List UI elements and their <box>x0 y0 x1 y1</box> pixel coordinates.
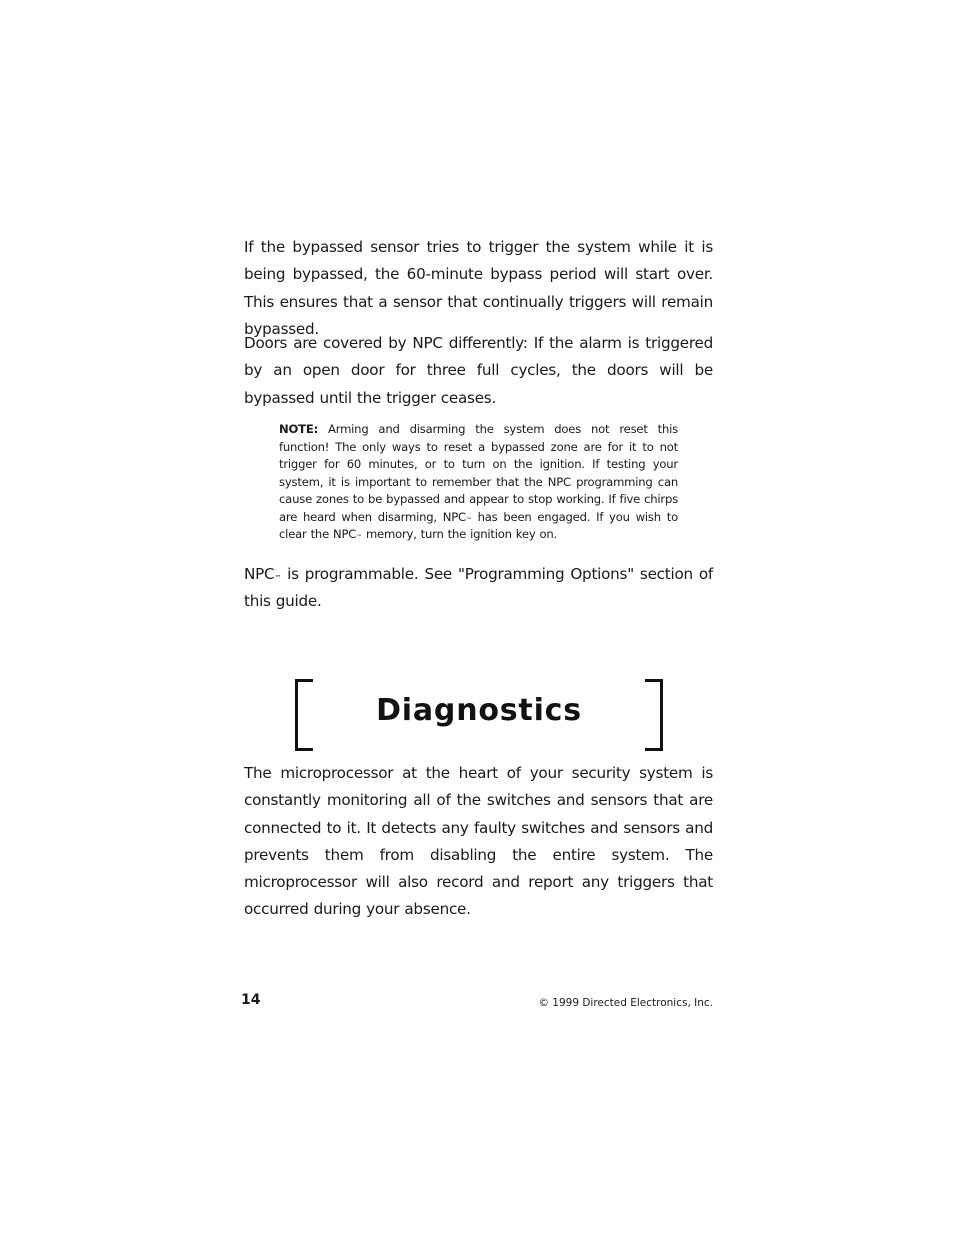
trademark-symbol: ™ <box>274 574 282 582</box>
trademark-symbol: ™ <box>465 516 472 524</box>
note-text-b: has been engaged. If you wish to clear the NPC <box>279 509 678 541</box>
note-block <box>279 421 678 544</box>
paragraph-diagnostics: The microprocessor at the heart of your security system is constantly monitoring all of the switches and sensors that are connected to it. It detects any faulty switches and sensors and prevents them from disabling the entire system. The microprocessor will also record and report any triggers that occurred during your absence. <box>244 764 713 919</box>
npc-term: NPC <box>244 565 275 583</box>
section-title: Diagnostics <box>376 693 582 728</box>
npc-programmable-text: is programmable. See "Programming Options" section of this guide. <box>244 565 713 611</box>
paragraph-doors-npc: Doors are covered by NPC differently: If the alarm is triggered by an open door for three full cycles, the doors will be bypassed until the trigger ceases. <box>244 334 713 407</box>
note-text-a: Arming and disarming the system does not reset this function! The only ways to reset a bypassed zone are for it to not trigger for 60 minutes, or to turn on the ignition. If testing your system, it is important to remember that the NPC programming can cause zones to be bypassed and appear to stop working. If five chirps are heard when disarming, NPC <box>279 422 678 524</box>
note-label: NOTE: <box>279 422 319 436</box>
note-text-c: memory, turn the ignition key on. <box>361 527 558 541</box>
copyright-notice: © 1999 Directed Electronics, Inc. <box>538 997 713 1009</box>
right-bracket-icon <box>645 679 663 751</box>
page-number: 14 <box>241 992 261 1008</box>
trademark-symbol: ™ <box>356 534 362 541</box>
section-heading-frame <box>295 679 663 749</box>
paragraph-bypass-restart: If the bypassed sensor tries to trigger the system while it is being bypassed, the 60-minute bypass period will start over. This ensures that a sensor that continually triggers will remain bypassed. <box>244 238 713 338</box>
paragraph-npc-programmable <box>244 561 713 616</box>
